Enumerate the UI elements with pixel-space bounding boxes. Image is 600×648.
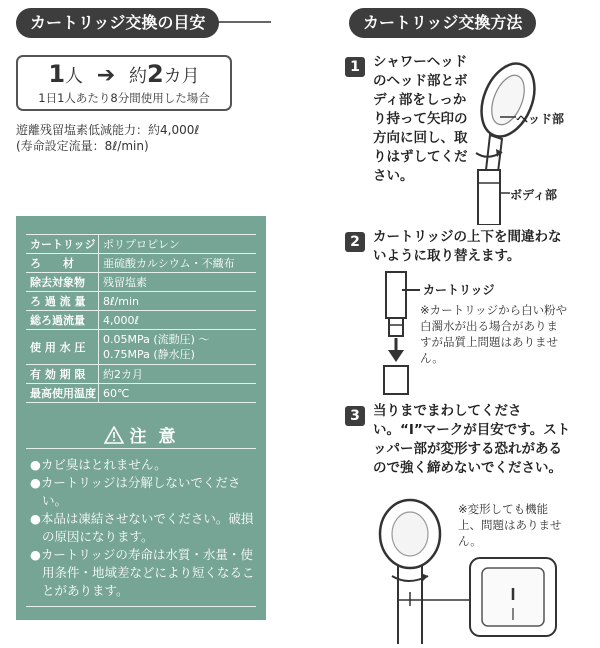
spec-key: 最高使用温度 <box>26 384 99 403</box>
cartridge-label: カートリッジ <box>423 283 495 297</box>
caution-title: 注 意 <box>129 427 179 447</box>
guide-title: カートリッジ交換の目安 <box>16 8 219 38</box>
spec-value: 0.05MPa (流動圧) ～ 0.75MPa (静水圧) <box>99 330 257 365</box>
spec-key: 使 用 水 圧 <box>26 330 99 365</box>
spec-value: 残留塩素 <box>99 273 257 292</box>
divider <box>26 606 256 607</box>
spec-key: 除去対象物 <box>26 273 99 292</box>
frequency-main <box>18 61 230 90</box>
caution-list <box>30 456 256 600</box>
spec-row <box>26 311 256 330</box>
caution-item: ●カビ臭はとれません。 <box>30 457 167 472</box>
step-3-text: 当りまでまわしてください。“I”マークが目安です。ストッパー部が変形する恐れがあるので強く締めないでください。 <box>373 403 571 476</box>
usage-basis: 1日1人あたり8分間使用した場合 <box>38 91 210 105</box>
people-unit: 人 <box>65 66 84 87</box>
spec-value: 約2カ月 <box>99 365 257 384</box>
spec-value: 8ℓ/min <box>99 292 257 311</box>
spec-value: 亜硫酸カルシウム・不織布 <box>99 254 257 273</box>
frequency-box <box>16 55 232 111</box>
caution-item: ●カートリッジの寿命は水質・水量・使用条件・地域差などにより短くなることがあります。 <box>30 547 255 598</box>
spec-row <box>26 365 256 384</box>
spec-key: 有 効 期 限 <box>26 365 99 384</box>
spec-value: 4,000ℓ <box>99 311 257 330</box>
capacity-line: 遊離残留塩素低減能力：約4,000ℓ <box>16 123 200 137</box>
approx-label: 約 <box>128 66 147 87</box>
spec-value: 60℃ <box>99 384 257 403</box>
spec-panel <box>16 216 266 620</box>
spec-key: ろ 過 流 量 <box>26 292 99 311</box>
caution-heading <box>26 422 256 447</box>
spec-row <box>26 254 256 273</box>
spec-row <box>26 273 256 292</box>
step-3-note: ※変形しても機能上、問題はありません。 <box>458 502 562 548</box>
arrow-right-icon: ➔ <box>96 63 116 88</box>
step-1-number: 1 <box>345 57 365 77</box>
step-2-text: カートリッジの上下を間違わないように取り替えます。 <box>373 229 562 264</box>
spec-row <box>26 235 256 254</box>
spec-value: ポリプロピレン <box>99 235 257 254</box>
spec-key: カートリッジ <box>26 235 99 254</box>
step-3-number: 3 <box>345 406 365 426</box>
spec-row <box>26 330 256 365</box>
step-1-text: シャワーヘッドのヘッド部とボディ部をしっかり持って矢印の方向に回し、取りはずしてください。 <box>373 54 468 184</box>
spec-row <box>26 292 256 311</box>
caution-item: ●カートリッジは分解しないでください。 <box>30 475 241 508</box>
shower-mark-illustration <box>378 496 570 644</box>
head-part-label: ヘッド部 <box>516 112 565 126</box>
months-unit: カ月 <box>163 66 200 87</box>
body-part-label: ボディ部 <box>510 188 558 202</box>
step-2-note: ※カートリッジから白い粉や白濁水が出る場合がありますが品質上問題はありません。 <box>420 303 568 365</box>
spec-key: ろ 材 <box>26 254 99 273</box>
spec-table <box>26 234 256 403</box>
method-title: カートリッジ交換方法 <box>349 8 536 38</box>
warning-icon <box>104 426 124 444</box>
caution-item: ●本品は凍結させないでください。破損の原因になります。 <box>30 511 254 544</box>
people-count: 1 <box>48 60 66 88</box>
spec-key: 総ろ過流量 <box>26 311 99 330</box>
months-count: 2 <box>146 60 164 88</box>
step-2-number: 2 <box>345 232 365 252</box>
divider <box>26 448 256 449</box>
cartridge-leader-line <box>402 289 420 291</box>
flow-line: (寿命設定流量：8ℓ/min) <box>16 139 149 153</box>
spec-row <box>26 384 256 403</box>
